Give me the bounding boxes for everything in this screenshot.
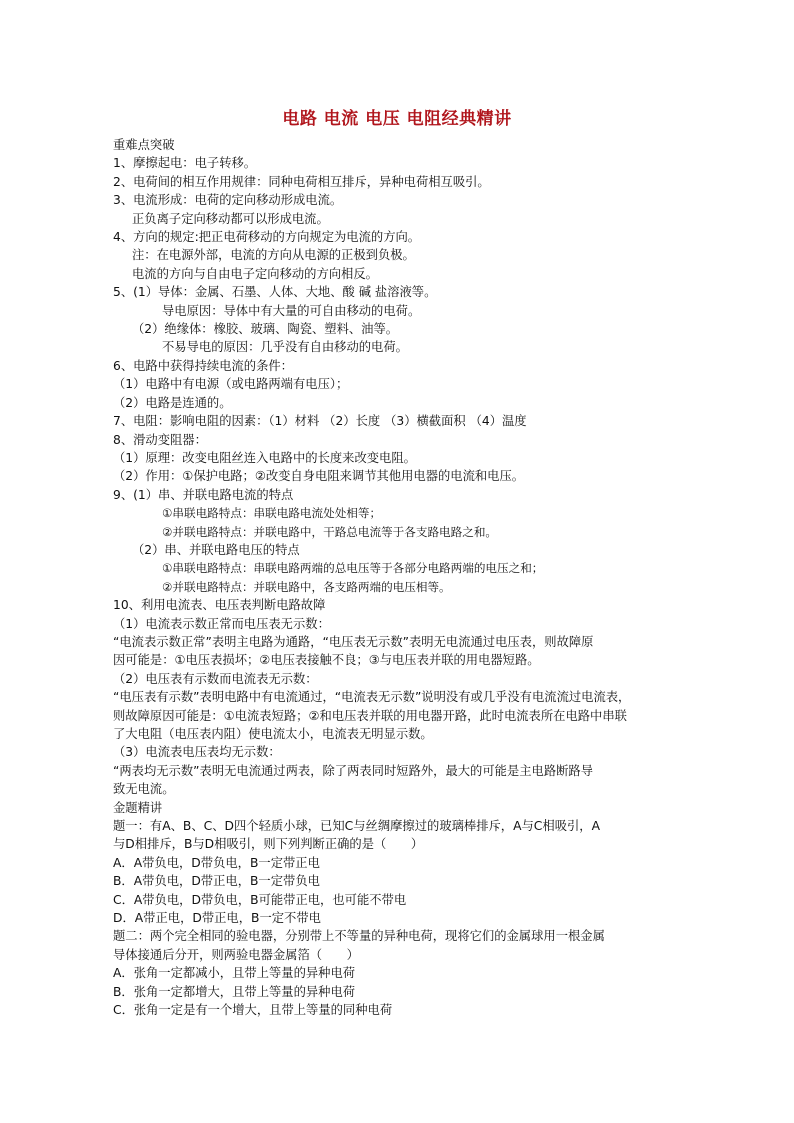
text-line: ②并联电路特点：并联电路中，干路总电流等于各支路电路之和。 [162,524,498,539]
text-line: 3、电流形成：电荷的定向移动形成电流。 [113,193,343,208]
text-line: 导电原因：导体中有大量的可自由移动的电荷。 [162,303,421,318]
text-line: ①串联电路特点：串联电路电流处处相等； [162,506,382,521]
text-line: （2）电路是连通的。 [113,395,232,410]
text-line: ①串联电路特点：串联电路两端的总电压等于各部分电路两端的电压之和； [162,561,544,576]
text-line: （2）电压表有示数而电流表无示数： [113,671,318,686]
text-line: 6、电路中获得持续电流的条件： [113,358,293,373]
page-title: 电路 电流 电压 电阻经典精讲 [282,109,512,129]
text-line: B．张角一定都增大，且带上等量的异种电荷 [113,984,356,999]
text-line: 致无电流。 [113,782,175,797]
text-line: 金题精讲 [113,800,163,815]
text-line: 导体接通后分开，则两验电器金属箔（ ） [113,947,359,962]
text-line: “电压表有示数”表明电路中有电流通过，“电流表无示数”说明没有或几乎没有电流流过电流表， [113,690,631,705]
text-line: 与D相排斥，B与D相吸引，则下列判断正确的是（ ） [113,837,424,852]
text-line: 2、电荷间的相互作用规律：同种电荷相互排斥，异种电荷相互吸引。 [113,174,490,189]
text-line: 题二：两个完全相同的验电器，分别带上不等量的异种电荷，现将它们的金属球用一根金属 [113,929,605,944]
text-line: 正负离子定向移动都可以形成电流。 [132,211,329,226]
text-line: 题一：有A、B、C、D四个轻质小球，已知C与丝绸摩擦过的玻璃棒排斥，A与C相吸引，A [113,819,600,834]
text-line: D．A带正电，D带正电，B一定不带电 [113,911,321,926]
text-line: “两表均无示数”表明无电流通过两表，除了两表同时短路外，最大的可能是主电路断路导 [113,763,594,778]
text-line: C．A带负电，D带负电，B可能带正电，也可能不带电 [113,892,407,907]
text-line: （2）作用：①保护电路；②改变自身电阻来调节其他用电器的电流和电压。 [113,469,525,484]
text-line: 5、(1）导体：金属、石墨、人体、大地、酸 碱 盐溶液等。 [113,285,437,300]
text-line: （2）绝缘体：橡胶、玻璃、陶瓷、塑料、油等。 [132,322,399,337]
text-line: ②并联电路特点：并联电路中，各支路两端的电压相等。 [162,579,451,594]
text-line: （3）电流表电压表均无示数： [113,745,281,760]
text-line: 了大电阻（电压表内阻）使电流太小，电流表无明显示数。 [113,727,433,741]
text-line: 7、电阻：影响电阻的因素：（1）材料 （2）长度 （3）横截面积 （4）温度 [113,414,527,429]
text-line: 不易导电的原因：几乎没有自由移动的电荷。 [162,340,408,355]
text-line: A．A带负电，D带负电，B一定带正电 [113,855,320,870]
text-line: （1）电路中有电源（或电路两端有电压）； [113,377,349,392]
text-line: （2）串、并联电路电压的特点 [132,542,300,557]
text-line: 注：在电源外部，电流的方向从电源的正极到负极。 [132,248,415,263]
document-body [113,136,693,1020]
text-line: B．A带负电，D带正电，B一定带负电 [113,874,320,889]
text-line: （1）电流表示数正常而电压表无示数： [113,616,330,631]
text-line: 1、摩擦起电：电子转移。 [113,156,257,171]
text-line: （1）原理：改变电阻丝连入电路中的长度来改变电阻。 [113,450,416,465]
text-line: 10、利用电流表、电压表判断电路故障 [113,598,326,613]
text-line: C．张角一定是有一个增大，且带上等量的同种电荷 [113,1003,393,1018]
text-line: 4、方向的规定:把正电荷移动的方向规定为电流的方向。 [113,230,421,245]
text-line: 电流的方向与自由电子定向移动的方向相反。 [132,266,378,281]
text-line: 则故障原因可能是：①电流表短路；②和电压表并联的用电器开路，此时电流表所在电路中串联 [113,708,627,723]
text-line: “电流表示数正常”表明主电路为通路，“电压表无示数”表明无电流通过电压表，则故障原 [113,634,594,649]
text-line: A．张角一定都减小，且带上等量的异种电荷 [113,966,356,981]
text-line: 因可能是：①电压表损坏；②电压表接触不良；③与电压表并联的用电器短路。 [113,653,540,668]
text-line: 8、滑动变阻器： [113,432,207,447]
text-line: 重难点突破 [113,138,175,152]
text-line: 9、(1）串、并联电路电流的特点 [113,487,294,502]
